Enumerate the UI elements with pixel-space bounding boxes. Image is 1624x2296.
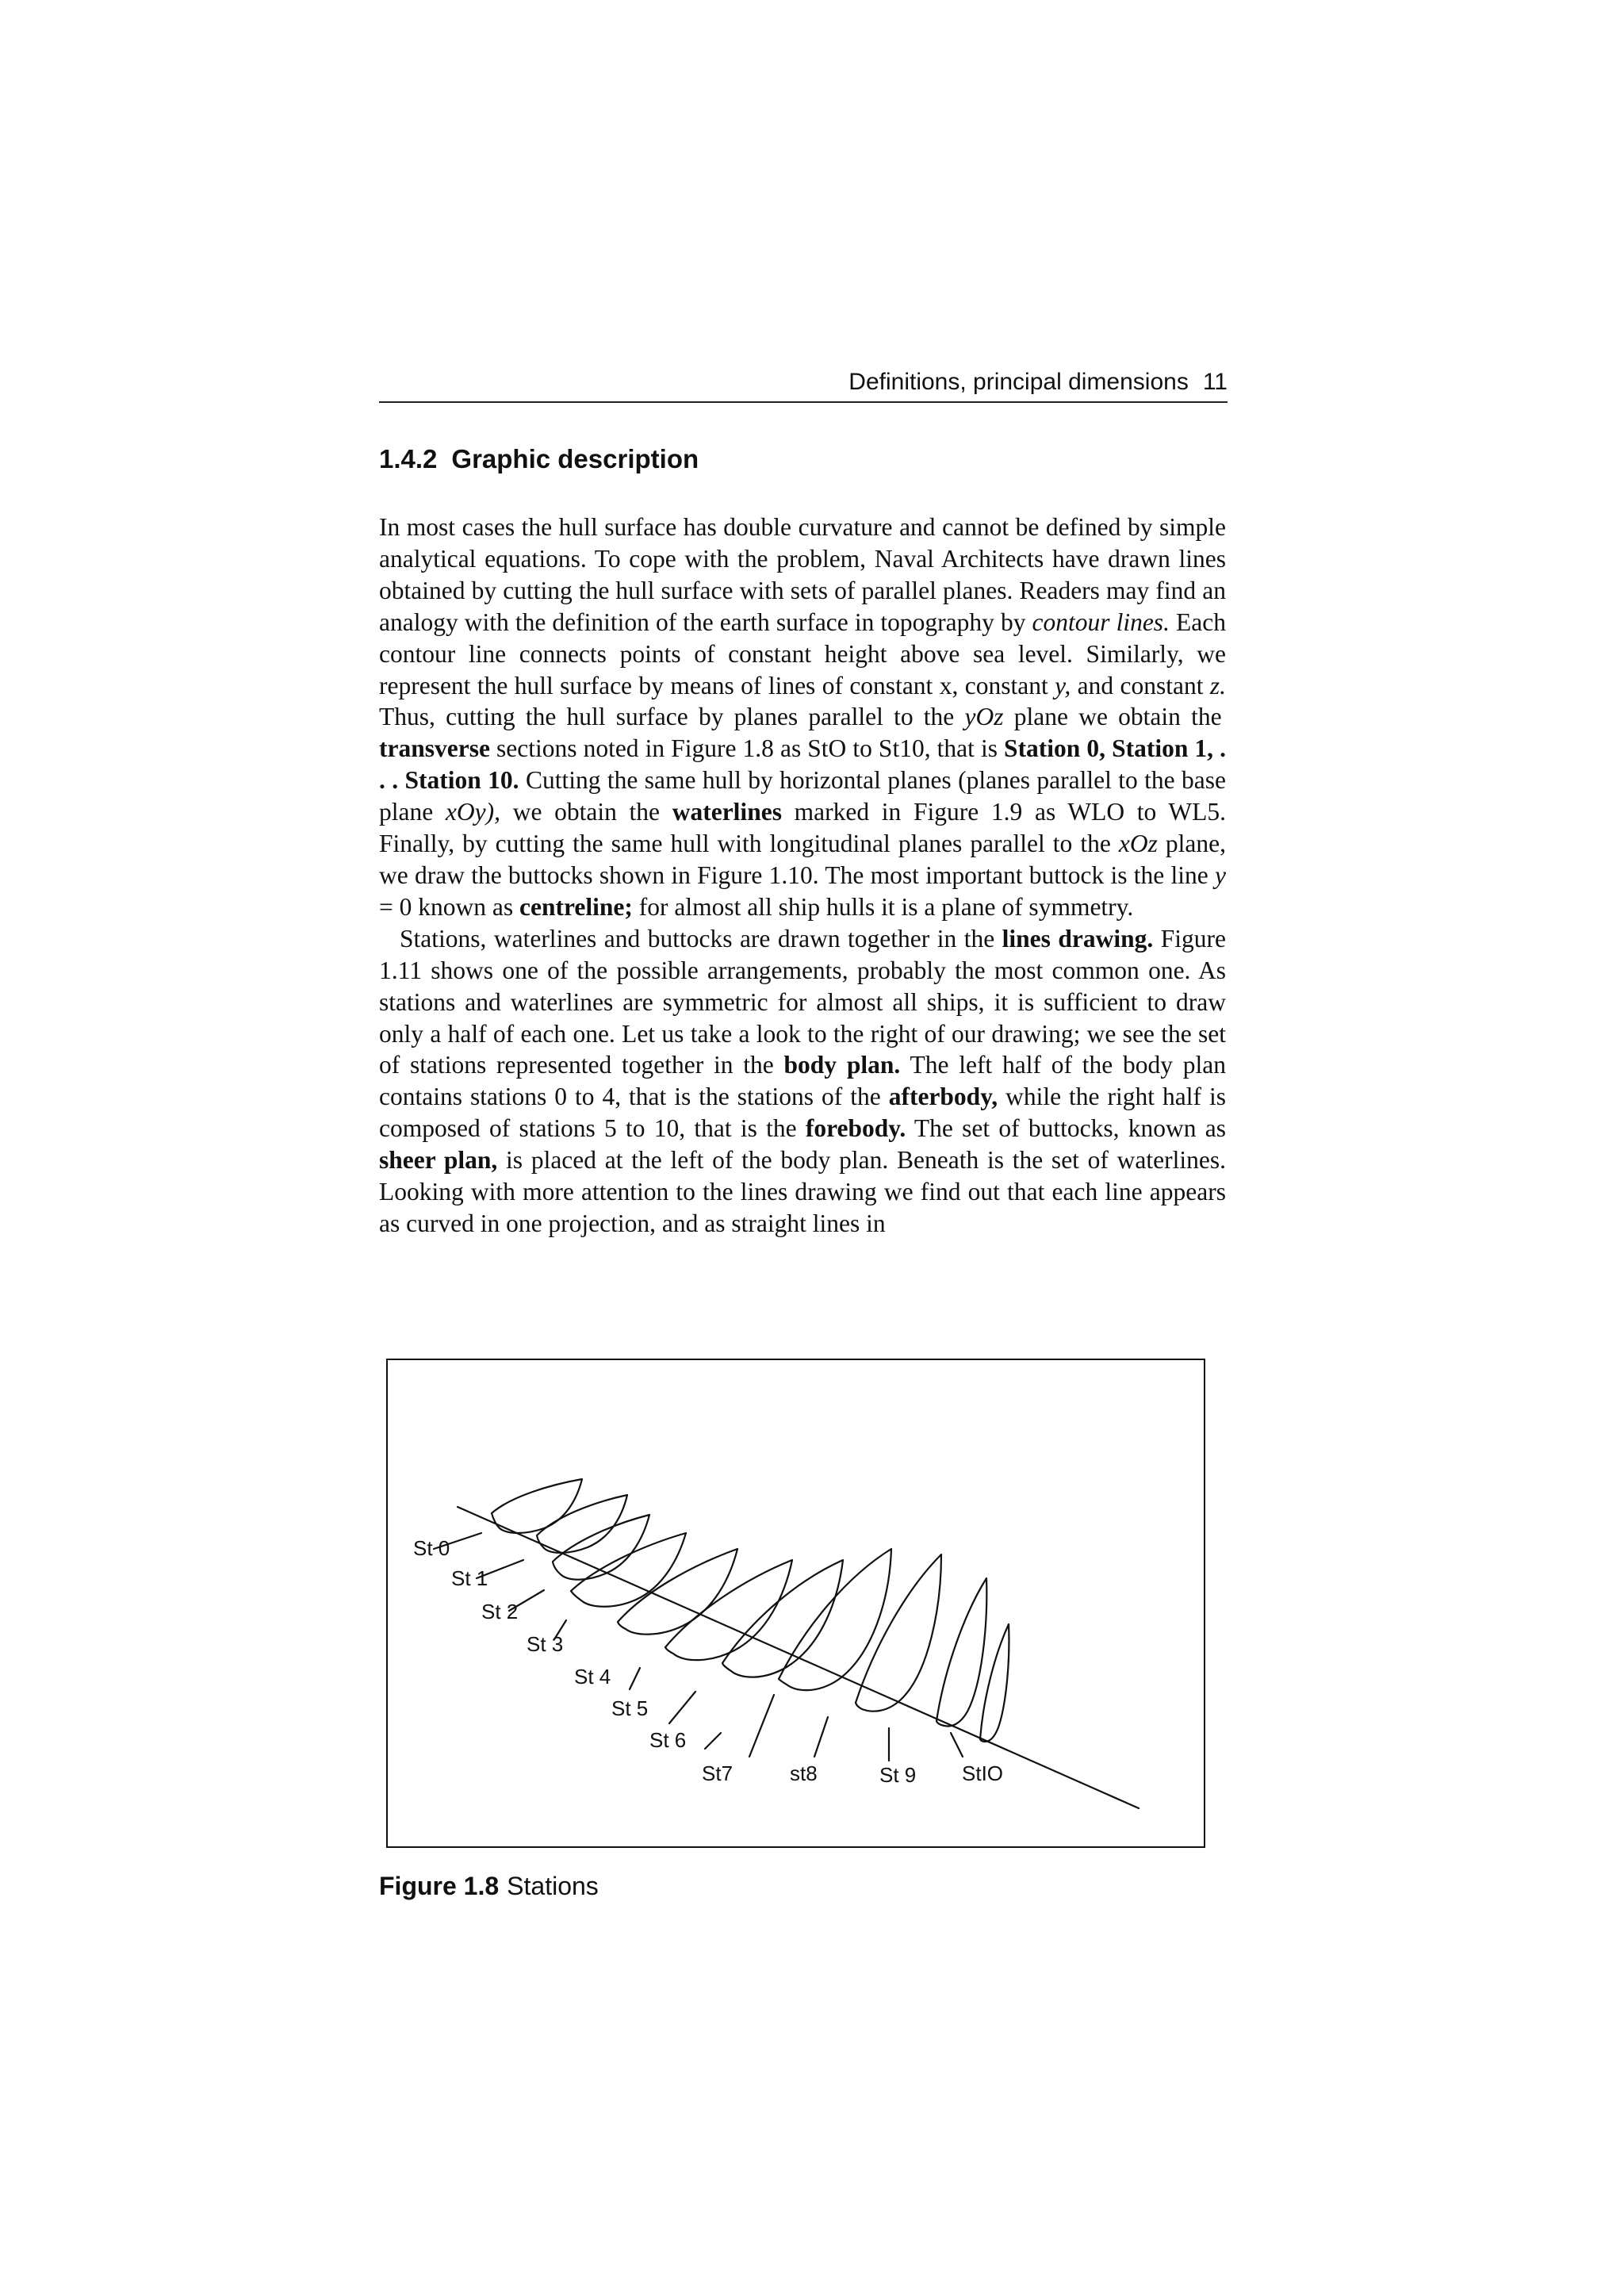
- leader-st10: [951, 1733, 963, 1757]
- paragraph-2: [379, 923, 1226, 1240]
- label-st7: St7: [702, 1761, 733, 1785]
- page-number: 11: [1202, 369, 1228, 395]
- label-st3: St 3: [527, 1632, 564, 1656]
- paragraph-1: [379, 512, 1226, 923]
- text-run: Figure 1.11 shows one of the possible arrangements, probably the most common one. As stations and waterlines are symmetric for almost all ships, it is sufficient to draw only a half of each one. Let us take a look to the right of our drawing; we see the set of stations represented together in the: [379, 924, 1227, 1079]
- text-run: Each contour line connects points of constant height above sea level. Similarly, we represent the hull surface by means of lines of constant x, constant: [379, 608, 1226, 700]
- term-contour-lines: contour lines.: [1032, 608, 1170, 636]
- running-title: Definitions, principal dimensions: [848, 369, 1189, 395]
- text-run: for almost all ship hulls it is a plane of symmetry.: [632, 892, 1134, 921]
- section-st4: [618, 1549, 737, 1635]
- text-run: The left half of the body plan contains stations 0 to 4, that is the stations of the: [379, 1051, 1226, 1111]
- math-yoz: yOz: [964, 703, 1004, 731]
- text-run: Stations, waterlines and buttocks are drawn together in the: [400, 924, 1002, 953]
- text-run: while the right half is composed of stations 5 to 10, that is the: [379, 1083, 1226, 1143]
- term-sheer-plan: sheer plan,: [379, 1146, 498, 1175]
- text-run: is placed at the left of the body plan. Beneath is the set of waterlines. Looking with more attention to the lines drawing we find out that each line appears as curved in one projection, and as straight lines in: [379, 1146, 1226, 1237]
- math-z: z.: [1209, 671, 1226, 700]
- text-run: Thus, cutting the hull surface by planes parallel to the: [379, 703, 965, 731]
- leader-st7: [749, 1695, 774, 1757]
- figure-number: Figure 1.8: [379, 1872, 500, 1900]
- term-centreline: centreline;: [519, 892, 633, 921]
- label-st1: St 1: [451, 1566, 488, 1590]
- section-st9: [936, 1578, 986, 1726]
- text-run: sections noted in Figure 1.8 as StO to St10, that is: [489, 734, 1005, 763]
- leader-st8: [814, 1717, 828, 1757]
- section-st7: [779, 1549, 891, 1690]
- text-run: Cutting the same hull by horizontal planes (planes parallel to the base plane: [379, 766, 1226, 826]
- leader-st5: [669, 1692, 695, 1723]
- section-st3: [571, 1533, 686, 1607]
- text-run: we obtain the: [500, 798, 672, 826]
- section-st8: [856, 1554, 941, 1711]
- label-st6: St 6: [649, 1728, 687, 1752]
- text-run: plane we obtain the: [1003, 703, 1222, 731]
- label-st4: St 4: [574, 1665, 611, 1688]
- label-st5: St 5: [611, 1696, 649, 1720]
- section-heading: [379, 444, 699, 474]
- label-st10: StIO: [962, 1761, 1004, 1785]
- text-run: = 0 known as: [379, 892, 520, 921]
- stations-drawing: [388, 1360, 1207, 1849]
- math-y: y,: [1055, 671, 1071, 700]
- text-run: marked in Figure 1.9 as WLO to WL5. Finally, by cutting the same hull with longitudinal planes parallel to the: [379, 798, 1227, 858]
- section-number: 1.4.2: [379, 444, 438, 473]
- figure-stations: [386, 1359, 1205, 1848]
- section-st1: [537, 1495, 627, 1553]
- label-st9: St 9: [879, 1763, 917, 1787]
- section-title: Graphic description: [451, 444, 699, 473]
- leader-st4: [630, 1668, 640, 1689]
- figure-caption: [379, 1872, 599, 1901]
- term-afterbody: afterbody,: [888, 1083, 998, 1111]
- term-stations: Station 0, Station 1, . . . Station 10.: [379, 734, 1226, 795]
- math-xoz: xOz: [1118, 830, 1158, 858]
- term-forebody: forebody.: [805, 1114, 906, 1143]
- term-body-plan: body plan.: [783, 1051, 901, 1079]
- label-st8: st8: [790, 1761, 818, 1785]
- text-run: The set of buttocks, known as: [906, 1114, 1226, 1143]
- text-run: In most cases the hull surface has double curvature and cannot be defined by simple analytical equations. To cope with the problem, Naval Architects have drawn lines obtained by cutting the hull surface with sets of parallel planes. Readers may find an analogy with the definition of the earth surface in topography by: [379, 513, 1226, 636]
- math-y-eq: y: [1215, 861, 1226, 889]
- leader-st6: [705, 1733, 721, 1749]
- label-st2: St 2: [481, 1600, 519, 1623]
- label-st0: St 0: [413, 1536, 450, 1560]
- text-run: plane, we draw the buttocks shown in Figure 1.10. The most important buttock is the line: [379, 830, 1227, 889]
- figure-caption-text: Stations: [507, 1872, 599, 1900]
- section-st6: [722, 1560, 843, 1677]
- text-run: and constant: [1071, 671, 1210, 700]
- math-xoy: xOy),: [445, 798, 500, 826]
- term-lines-drawing: lines drawing.: [1002, 924, 1154, 953]
- running-head: [379, 363, 1228, 403]
- section-st0: [492, 1479, 582, 1533]
- term-waterlines: waterlines: [672, 798, 782, 826]
- term-transverse: transverse: [379, 734, 490, 763]
- body-text: [379, 512, 1226, 1240]
